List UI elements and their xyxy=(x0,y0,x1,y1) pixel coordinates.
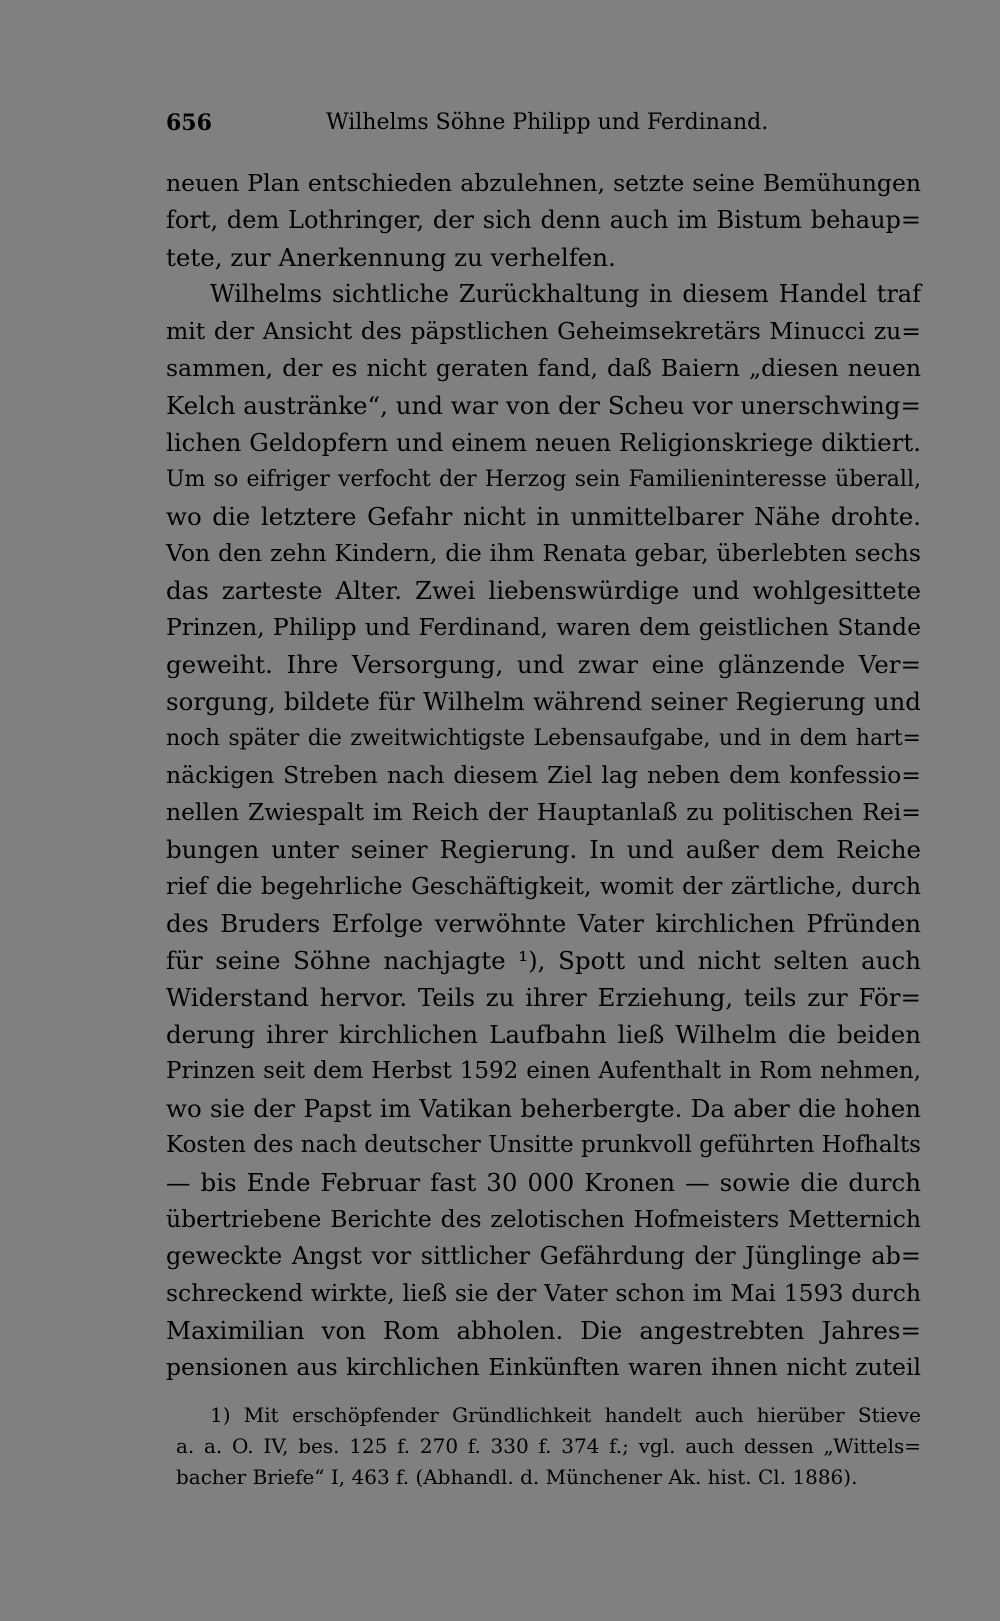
text-line: derung ihrer kirchlichen Laufbahn ließ Wilhelm die beiden xyxy=(166,1020,921,1049)
text-line: näckigen Streben nach diesem Ziel lag neben dem konfessio= xyxy=(166,761,921,789)
text-line: neuen Plan entschieden abzulehnen, setzte seine Bemühungen xyxy=(166,169,921,197)
text-line: schreckend wirkte, ließ sie der Vater schon im Mai 1593 durch xyxy=(166,1279,921,1307)
text-line: fort, dem Lothringer, der sich denn auch im Bistum behaup= xyxy=(166,206,921,234)
text-line: Widerstand hervor. Teils zu ihrer Erziehung, teils zur För= xyxy=(166,983,921,1012)
text-line: noch später die zweitwichtigste Lebensaufgabe, und in dem hart= xyxy=(166,726,921,751)
footnote-line: 1) Mit erschöpfender Gründlichkeit handelt auch hierüber Stieve xyxy=(210,1403,921,1427)
text-line: Prinzen, Philipp und Ferdinand, waren dem geistlichen Stande xyxy=(166,613,921,641)
text-line: Wilhelms sichtliche Zurückhaltung in diesem Handel traf xyxy=(210,280,921,308)
page-number: 656 xyxy=(166,110,212,136)
running-title: Wilhelms Söhne Philipp und Ferdinand. xyxy=(326,110,769,135)
footnote-line: bacher Briefe“ I, 463 f. (Abhandl. d. Münchener Ak. hist. Cl. 1886). xyxy=(176,1465,858,1489)
text-line: das zarteste Alter. Zwei liebenswürdige und wohlgesittete xyxy=(166,576,921,605)
text-line: mit der Ansicht des päpstlichen Geheimsekretärs Minucci zu= xyxy=(166,317,921,345)
text-line: des Bruders Erfolge verwöhnte Vater kirchlichen Pfründen xyxy=(166,909,921,938)
text-line: übertriebene Berichte des zelotischen Hofmeisters Metternich xyxy=(166,1205,921,1233)
text-line: sammen, der es nicht geraten fand, daß Baiern „diesen neuen xyxy=(166,354,921,382)
text-line: lichen Geldopfern und einem neuen Religionskriege diktiert. xyxy=(166,428,921,457)
footnote-line: a. a. O. IV, bes. 125 f. 270 f. 330 f. 374 f.; vgl. auch dessen „Wittels= xyxy=(176,1434,921,1458)
text-line: nellen Zwiespalt im Reich der Hauptanlaß zu politischen Rei= xyxy=(166,798,921,826)
text-line: wo sie der Papst im Vatikan beherbergte. Da aber die hohen xyxy=(166,1094,921,1123)
text-line: Prinzen seit dem Herbst 1592 einen Aufenthalt in Rom nehmen, xyxy=(166,1058,921,1084)
text-line: Maximilian von Rom abholen. Die angestrebten Jahres= xyxy=(166,1316,921,1345)
text-line: geweiht. Ihre Versorgung, und zwar eine glänzende Ver= xyxy=(166,650,921,679)
text-line: für seine Söhne nachjagte ¹), Spott und nicht selten auch xyxy=(166,946,921,975)
text-line: Von den zehn Kindern, die ihm Renata gebar, überlebten sechs xyxy=(166,539,921,567)
text-line: sorgung, bildete für Wilhelm während seiner Regierung und xyxy=(166,687,921,716)
text-line: tete, zur Anerkennung zu verhelfen. xyxy=(166,243,616,272)
page-header xyxy=(166,104,921,140)
body-text xyxy=(166,165,921,1386)
text-line: pensionen aus kirchlichen Einkünften waren ihnen nicht zuteil xyxy=(166,1353,921,1381)
text-line: bungen unter seiner Regierung. In und außer dem Reiche xyxy=(166,835,921,864)
text-line: geweckte Angst vor sittlicher Gefährdung der Jünglinge ab= xyxy=(166,1242,921,1270)
text-line: wo die letztere Gefahr nicht in unmittelbarer Nähe drohte. xyxy=(166,502,921,531)
text-line: rief die begehrliche Geschäftigkeit, womit der zärtliche, durch xyxy=(166,872,921,900)
text-line: Um so eifriger verfocht der Herzog sein Familieninteresse überall, xyxy=(166,467,921,492)
text-line: Kosten des nach deutscher Unsitte prunkvoll geführten Hofhalts xyxy=(166,1132,921,1158)
text-line: — bis Ende Februar fast 30 000 Kronen — sowie die durch xyxy=(166,1168,921,1197)
footnotes xyxy=(176,1400,921,1493)
text-line: Kelch austränke“, und war von der Scheu vor unerschwing= xyxy=(166,391,921,420)
